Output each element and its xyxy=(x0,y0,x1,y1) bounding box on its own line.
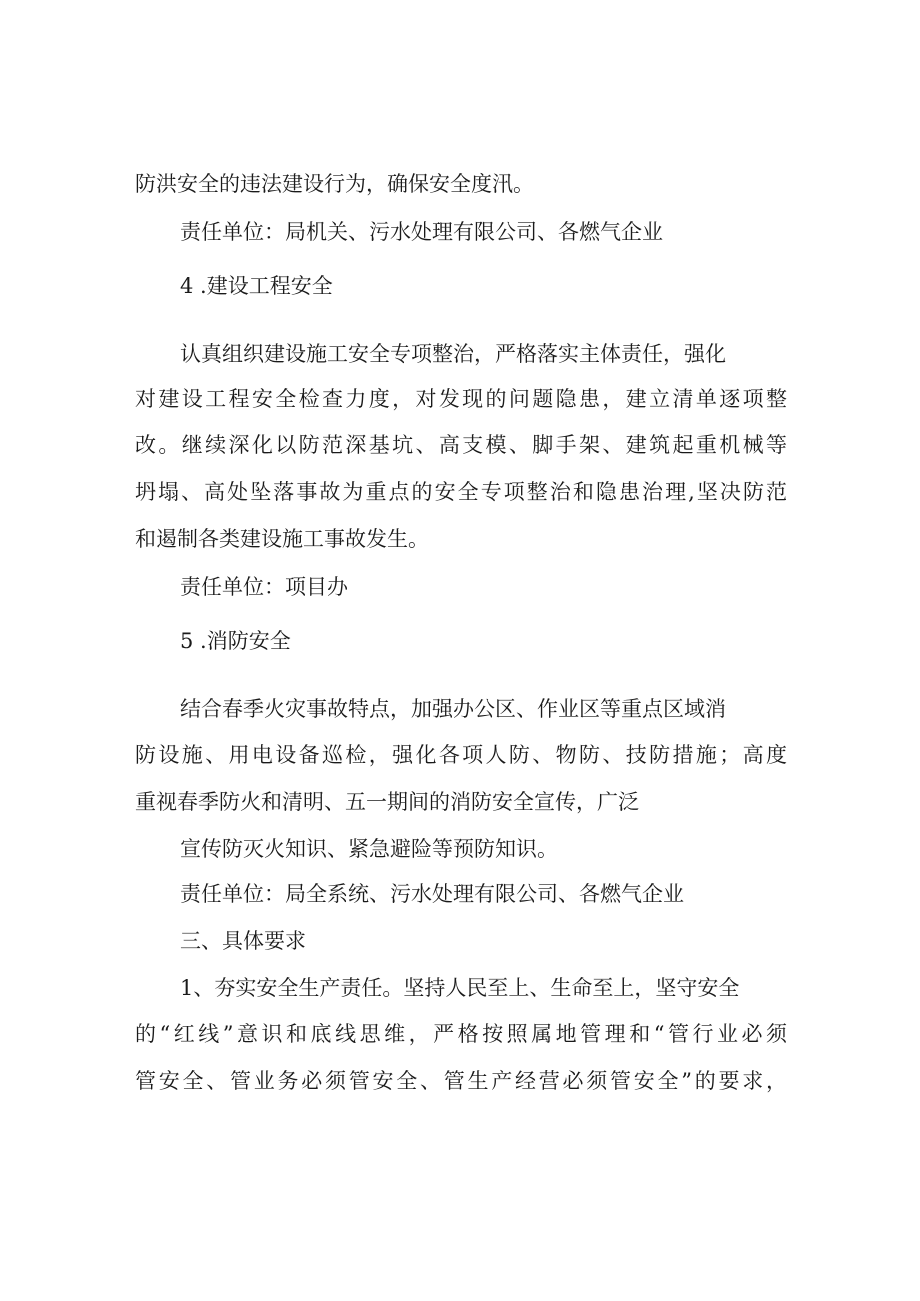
paragraph-line: 改。继续深化以防范深基坑、高支模、脚手架、建筑起重机械等 xyxy=(135,433,787,457)
section-heading: 5 .消防安全 xyxy=(180,629,291,653)
paragraph-line: 1、夯实安全生产责任。坚持人民至上、生命至上，坚守安全 xyxy=(180,976,740,1000)
chapter-heading: 三、具体要求 xyxy=(180,929,306,953)
paragraph-line: 和遏制各类建设施工事故发生。 xyxy=(135,527,429,551)
paragraph-line: 防设施、用电设备巡检，强化各项人防、物防、技防措施；高度 xyxy=(135,743,787,767)
paragraph-line: 的“红线”意识和底线思维，严格按照属地管理和“管行业必须 xyxy=(135,1022,787,1046)
responsible-unit-line: 责任单位：局全系统、污水处理有限公司、各燃气企业 xyxy=(180,882,684,906)
responsible-unit-line: 责任单位：局机关、污水处理有限公司、各燃气企业 xyxy=(180,220,663,244)
paragraph-line: 管安全、管业务必须管安全、管生产经营必须管安全”的要求， xyxy=(135,1069,787,1093)
paragraph-line: 认真组织建设施工安全专项整治，严格落实主体责任，强化 xyxy=(180,342,726,366)
paragraph-line: 对建设工程安全检查力度，对发现的问题隐患，建立清单逐项整 xyxy=(135,387,787,411)
responsible-unit-line: 责任单位：项目办 xyxy=(180,575,348,599)
paragraph-line: 宣传防灭火知识、紧急避险等预防知识。 xyxy=(180,837,558,861)
paragraph-line: 防洪安全的违法建设行为，确保安全度汛。 xyxy=(135,172,534,196)
paragraph-line: 结合春季火灾事故特点，加强办公区、作业区等重点区域消 xyxy=(180,697,726,721)
paragraph-line: 重视春季防火和清明、五一期间的消防安全宣传，广泛 xyxy=(135,790,639,814)
paragraph-line: 坍塌、高处坠落事故为重点的安全专项整治和隐患治理,坚决防范 xyxy=(135,480,787,504)
section-heading: 4 .建设工程安全 xyxy=(180,274,333,298)
